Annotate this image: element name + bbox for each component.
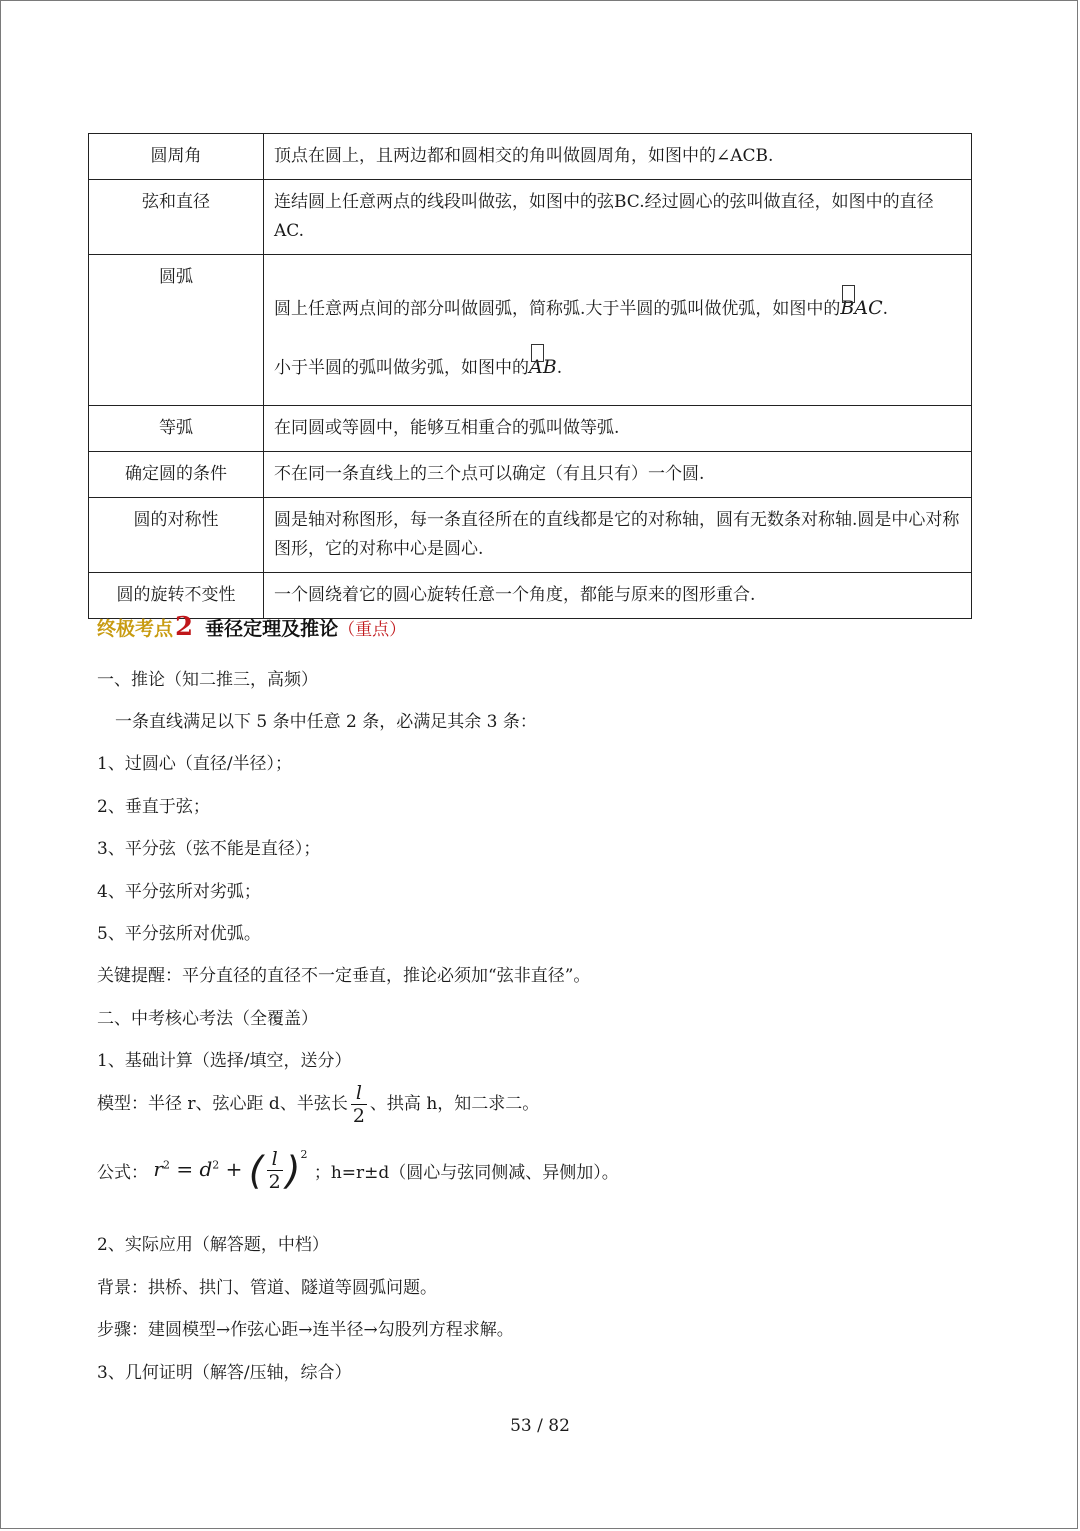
term-cell: 圆弧 <box>89 255 264 406</box>
section-title: 垂径定理及推论 <box>205 618 339 640</box>
text-span: 、拱高 h，知二求二。 <box>369 1094 540 1114</box>
text-line: 3、平分弦（弦不能是直径）； <box>97 839 321 859</box>
term-cell: 圆的旋转不变性 <box>89 573 264 619</box>
arc-bac-label: BAC <box>840 297 882 319</box>
text-line: 5、平分弦所对优弧。 <box>97 924 261 944</box>
text-span: 公式： <box>97 1163 148 1183</box>
section-note: （重点） <box>338 620 407 640</box>
text-line: 关键提醒：平分直径的直径不一定垂直，推论必须加“弦非直径”。 <box>97 966 591 986</box>
text-line: 4、平分弦所对劣弧； <box>97 882 261 902</box>
text-line: 背景：拱桥、拱门、管道、隧道等圆弧问题。 <box>97 1278 437 1298</box>
text-line: 2、垂直于弦； <box>97 797 210 817</box>
formula-line <box>97 1148 619 1193</box>
page-number: 53 / 82 <box>510 1416 570 1436</box>
arc-ab-label: AB <box>529 356 557 378</box>
text-span: ；h=r±d（圆心与弦同侧减、异侧加）。 <box>313 1163 619 1183</box>
text-line: 一、推论（知二推三，高频） <box>97 670 318 690</box>
term-cell: 圆的对称性 <box>89 498 264 573</box>
model-line <box>97 1082 539 1127</box>
term-cell: 等弧 <box>89 406 264 452</box>
text-line: 步骤：建圆模型→作弦心距→连半径→勾股列方程求解。 <box>97 1320 514 1340</box>
desc-cell: 圆是轴对称图形，每一条直径所在的直线都是它的对称轴，圆有无数条对称轴.圆是中心对称图形，它的对称中心是圆心. <box>264 498 972 573</box>
section-prefix: 终极考点 <box>97 618 174 640</box>
desc-cell: 一个圆绕着它的圆心旋转任意一个角度，都能与原来的图形重合. <box>264 573 972 619</box>
desc-cell: 在同圆或等圆中，能够互相重合的弧叫做等弧. <box>264 406 972 452</box>
table-row <box>89 255 972 406</box>
desc-line: 小于半圆的弧叫做劣弧，如图中的 <box>274 358 529 378</box>
desc-line: 圆上任意两点间的部分叫做圆弧，简称弧.大于半圆的弧叫做优弧，如图中的 <box>274 299 841 319</box>
text-line: 1、过圆心（直径/半径）； <box>97 754 293 774</box>
arc-symbol-icon <box>531 344 544 362</box>
desc-cell: 不在同一条直线上的三个点可以确定（有且只有）一个圆. <box>264 452 972 498</box>
text-line: 一条直线满足以下 5 条中任意 2 条，必满足其余 3 条： <box>115 712 537 732</box>
section-heading <box>97 612 406 642</box>
formula: $r^2 = d^2$ + ( $\frac{l}{2}$ )$^2$ <box>153 1148 308 1193</box>
table-row <box>89 498 972 573</box>
text-line: 二、中考核心考法（全覆盖） <box>97 1009 318 1029</box>
arc-symbol-icon <box>842 285 855 303</box>
term-cell: 圆周角 <box>89 134 264 180</box>
fraction-l-over-2: $\frac{l}{2}$ <box>352 1082 365 1127</box>
desc-cell: 圆上任意两点间的部分叫做圆弧，简称弧.大于半圆的弧叫做优弧，如图中的 BAC. 小于半圆的弧叫做劣弧，如图中的 AB. <box>264 255 972 406</box>
term-cell: 确定圆的条件 <box>89 452 264 498</box>
desc-cell: 顶点在圆上，且两边都和圆相交的角叫做圆周角，如图中的∠ACB. <box>264 134 972 180</box>
table-row <box>89 406 972 452</box>
text-line: 2、实际应用（解答题，中档） <box>97 1235 329 1255</box>
term-cell: 弦和直径 <box>89 180 264 255</box>
text-span: 模型：半径 r、弦心距 d、半弦长 <box>97 1094 348 1114</box>
text-line: 3、几何证明（解答/压轴，综合） <box>97 1363 352 1383</box>
table-row <box>89 134 972 180</box>
section-number: 2 <box>175 612 194 642</box>
desc-cell: 连结圆上任意两点的线段叫做弦，如图中的弦BC.经过圆心的弦叫做直径，如图中的直径AC. <box>264 180 972 255</box>
definitions-table <box>88 133 972 619</box>
table-row <box>89 180 972 255</box>
text-line: 1、基础计算（选择/填空，送分） <box>97 1051 352 1071</box>
table-row <box>89 452 972 498</box>
